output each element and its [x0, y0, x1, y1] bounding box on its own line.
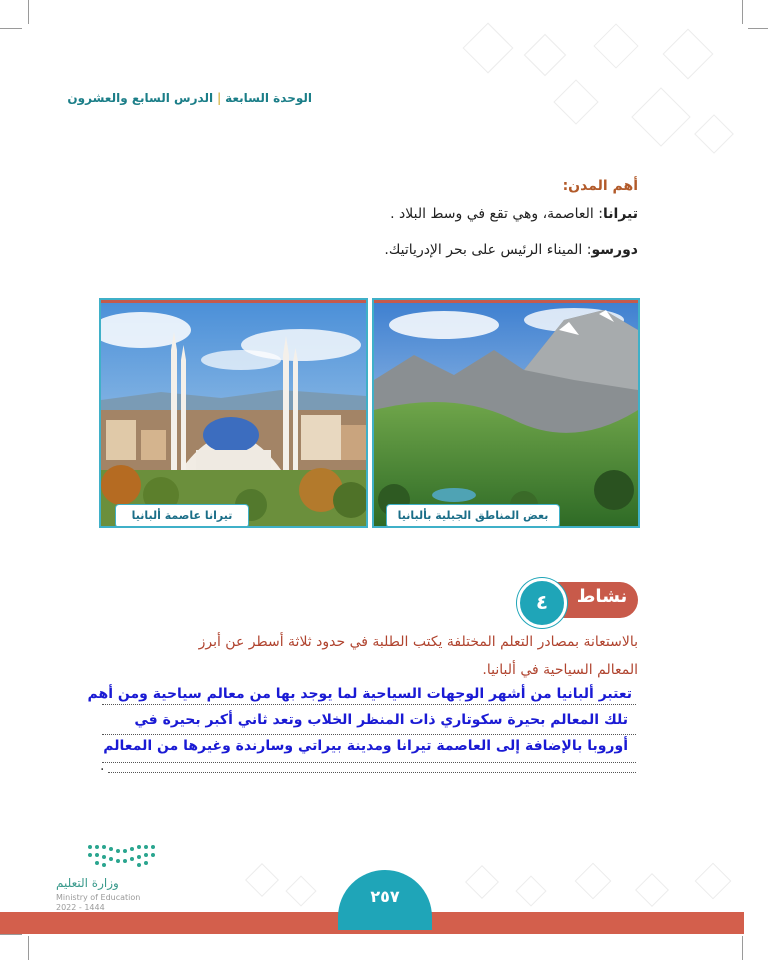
- activity-instruction-line2: المعالم السياحية في ألبانيا.: [482, 662, 638, 678]
- photo-accent-bar: [101, 300, 366, 303]
- decorative-diamond: [463, 23, 514, 74]
- crop-mark: [0, 28, 22, 29]
- tirana-photo-illustration: [101, 300, 366, 526]
- decorative-diamond: [631, 87, 690, 146]
- decorative-diamond: [663, 29, 714, 80]
- photo-tirana: [99, 298, 368, 528]
- city-line-durres: [384, 242, 638, 258]
- caption-mountains: بعض المناطق الجبلية بألبانيا: [386, 504, 560, 528]
- decorative-diamond: [635, 873, 669, 907]
- mountains-photo-illustration: [374, 300, 638, 526]
- decorative-diamond: [695, 863, 732, 900]
- answer-rule: [102, 704, 636, 705]
- decorative-diamond: [553, 79, 598, 124]
- ministry-year: 2022 - 1444: [56, 903, 105, 912]
- answer-line-2[interactable]: تلك المعالم بحيرة سكوتاري ذات المنظر الخلاب وتعد ثاني أكبر بحيرة في: [134, 712, 628, 728]
- cities-title: أهم المدن:: [562, 178, 638, 194]
- crop-mark: [748, 28, 768, 29]
- decorative-diamond: [575, 863, 612, 900]
- activity-label: نشاط: [576, 586, 628, 607]
- answer-line-3[interactable]: أوروبا بالإضافة إلى العاصمة تيرانا ومدينة بيراتي وسارندة وغيرها من المعالم: [103, 738, 628, 754]
- decorative-diamond: [593, 23, 638, 68]
- unit-lesson-header: [67, 91, 312, 111]
- ministry-name-ar: وزارة التعليم: [56, 876, 119, 890]
- answer-rule: [102, 734, 636, 735]
- crop-mark: [742, 0, 743, 24]
- activity-instruction-line1: بالاستعانة بمصادر التعلم المختلفة يكتب الطلبة في حدود ثلاثة أسطر عن أبرز: [198, 634, 638, 650]
- ministry-name-en: Ministry of Education: [56, 893, 141, 902]
- crop-mark: [28, 0, 29, 24]
- page-number: ٢٥٧: [370, 887, 400, 906]
- crop-mark: [28, 936, 29, 960]
- city-name: دورسو: [591, 242, 638, 258]
- lesson-title: الدرس السابع والعشرون: [67, 91, 214, 105]
- photo-accent-bar: [374, 300, 638, 303]
- crop-mark: [742, 936, 743, 960]
- photo-mountains: [372, 298, 640, 528]
- decorative-diamond: [245, 863, 279, 897]
- crop-mark: [0, 934, 22, 935]
- answer-rule: [108, 772, 636, 773]
- decorative-diamond: [285, 875, 316, 906]
- decorative-diamond: [524, 34, 566, 76]
- header-separator: |: [217, 91, 222, 105]
- caption-tirana: تيرانا عاصمة ألبانيا: [115, 504, 249, 528]
- decorative-diamond: [465, 865, 499, 899]
- decorative-diamond: [515, 875, 546, 906]
- city-line-tirana: [390, 206, 638, 222]
- answer-line-1[interactable]: تعتبر ألبانيا من أشهر الوجهات السياحية لما يوجد بها من معالم سياحية ومن أهم: [87, 686, 632, 702]
- city-name: تيرانا: [603, 206, 638, 222]
- activity-number: ٤: [517, 578, 567, 628]
- city-desc: : الميناء الرئيس على بحر الإدرياتيك.: [384, 242, 592, 258]
- city-desc: : العاصمة، وهي تقع في وسط البلاد .: [390, 206, 603, 222]
- decorative-diamond: [694, 114, 734, 154]
- answer-rule: [102, 762, 636, 763]
- unit-title: الوحدة السابعة: [225, 91, 312, 105]
- answer-trailing-dot: .: [100, 758, 105, 774]
